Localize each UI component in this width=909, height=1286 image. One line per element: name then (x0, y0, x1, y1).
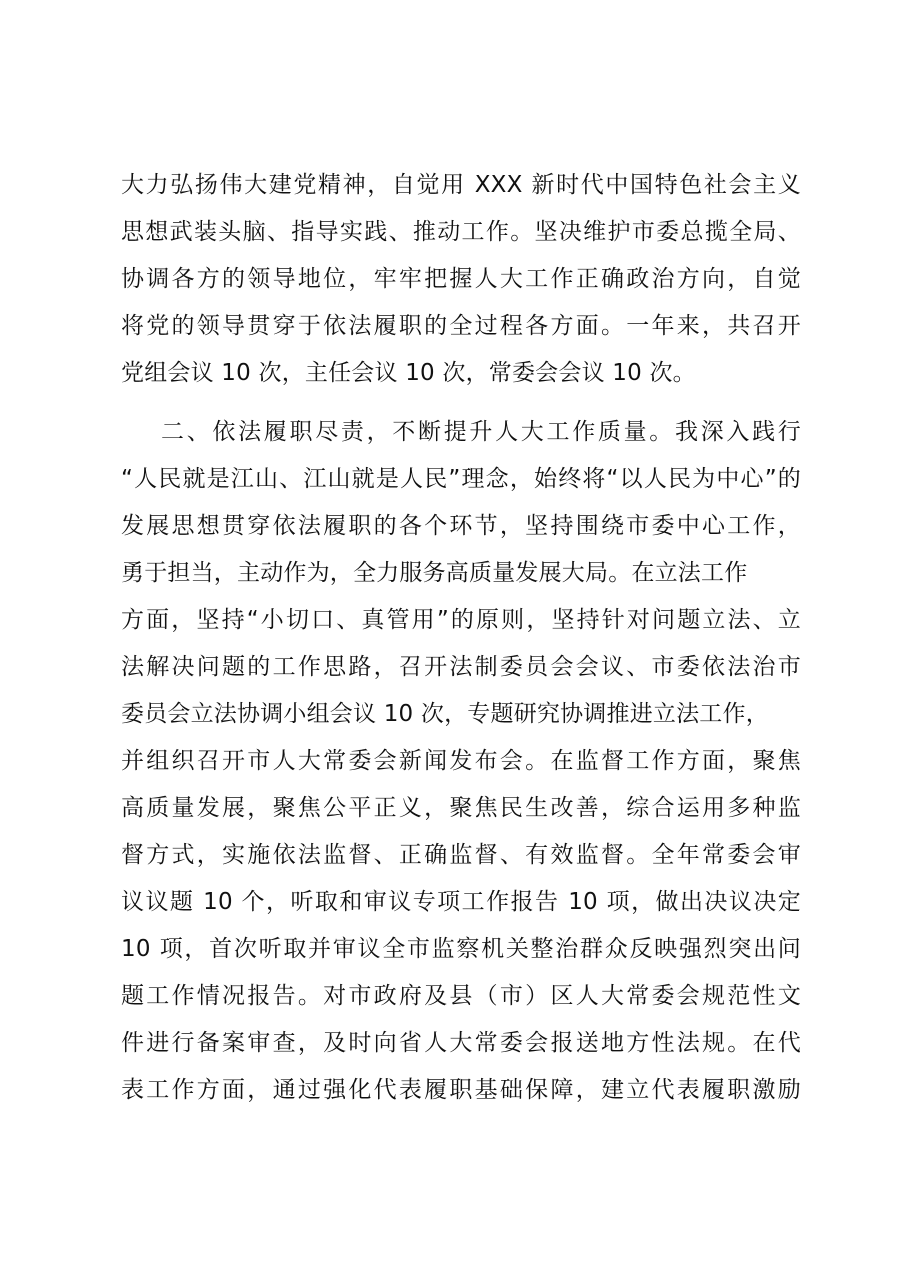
text-line: 表工作方面，通过强化代表履职基础保障，建立代表履职激励 (121, 1077, 801, 1103)
text-line: 将党的领导贯穿于依法履职的全过程各方面。一年来，共召开 (121, 313, 801, 339)
text-line: 二、依法履职尽责，不断提升人大工作质量。我深入践行 (161, 419, 801, 445)
text-line: 方面，坚持“小切口、真管用”的原则，坚持针对问题立法、立 (121, 607, 801, 633)
text-line: 党组会议 10 次，主任会议 10 次，常委会会议 10 次。 (121, 360, 696, 386)
text-line: 督方式，实施依法监督、正确监督、有效监督。全年常委会审 (121, 842, 801, 868)
text-line: 法解决问题的工作思路，召开法制委员会会议、市委依法治市 (121, 654, 801, 680)
text-line: 发展思想贯穿依法履职的各个环节，坚持围绕市委中心工作， (121, 513, 801, 539)
document-body (121, 162, 801, 1114)
text-line: 思想武装头脑、指导实践、推动工作。坚决维护市委总揽全局、 (121, 219, 801, 245)
text-line: 件进行备案审查，及时向省人大常委会报送地方性法规。在代 (121, 1030, 801, 1056)
paragraph-2 (121, 409, 801, 1114)
text-line: 10 项，首次听取并审议全市监察机关整治群众反映强烈突出问 (121, 936, 801, 962)
text-line: 勇于担当，主动作为，全力服务高质量发展大局。在立法工作 (121, 560, 748, 586)
text-line: 议议题 10 个，听取和审议专项工作报告 10 项，做出决议决定 (121, 889, 801, 915)
text-line: “人民就是江山、江山就是人民”理念，始终将“以人民为中心”的 (121, 466, 801, 492)
text-line: 协调各方的领导地位，牢牢把握人大工作正确政治方向，自觉 (121, 266, 801, 292)
text-line: 题工作情况报告。对市政府及县（市）区人大常委会规范性文 (121, 983, 801, 1009)
text-line: 高质量发展，聚焦公平正义，聚焦民生改善，综合运用多种监 (121, 795, 801, 821)
text-line: 委员会立法协调小组会议 10 次，专题研究协调推进立法工作， (121, 701, 769, 727)
text-line: 大力弘扬伟大建党精神，自觉用 XXX 新时代中国特色社会主义 (121, 172, 801, 198)
paragraph-spacer (121, 397, 801, 409)
paragraph-1 (121, 162, 801, 397)
text-line: 并组织召开市人大常委会新闻发布会。在监督工作方面，聚焦 (121, 748, 801, 774)
